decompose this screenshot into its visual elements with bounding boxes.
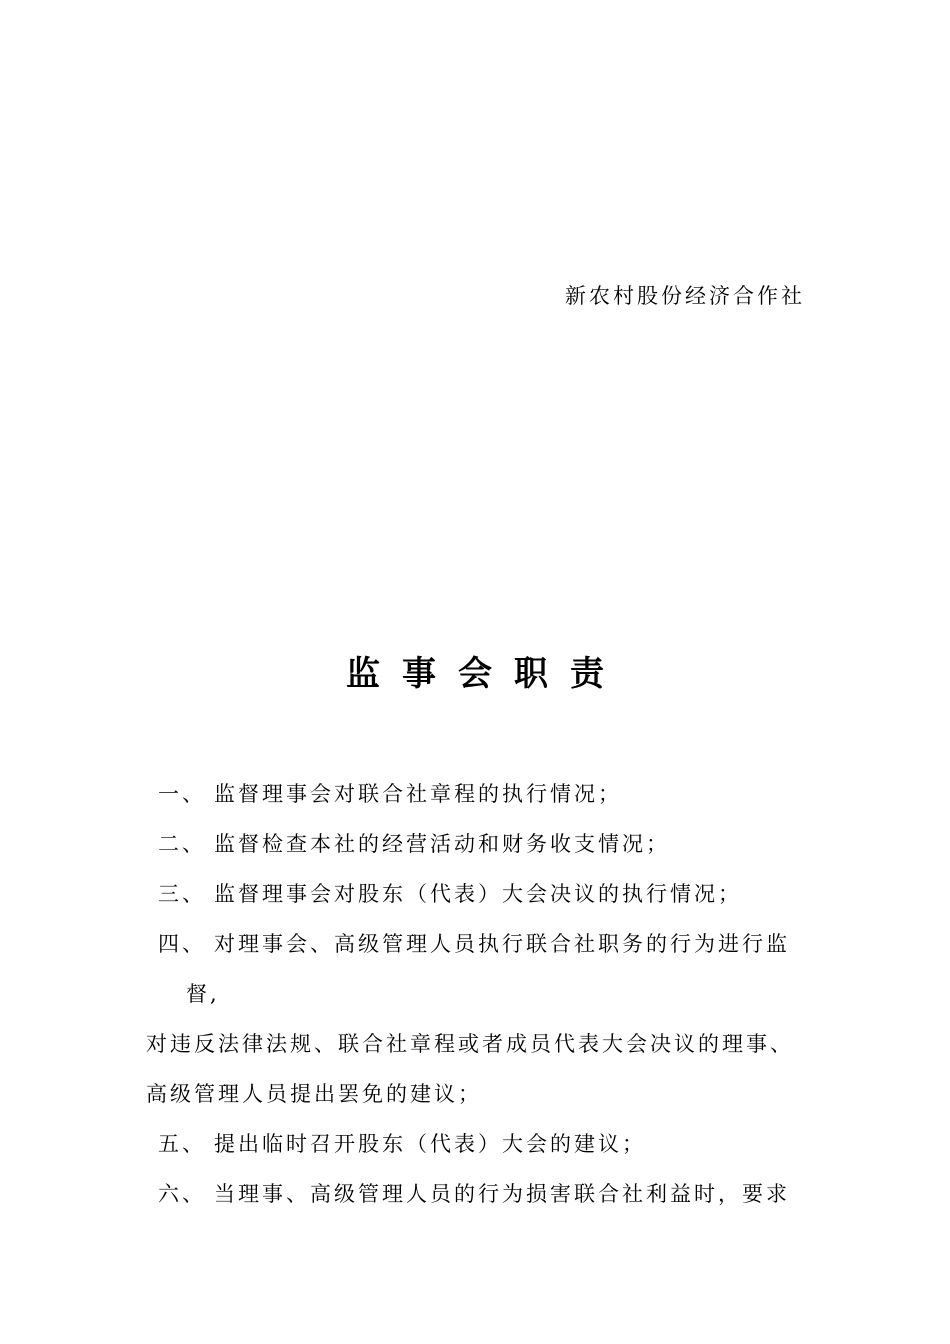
item-number: 一、 <box>158 782 206 806</box>
list-item <box>158 778 622 808</box>
organization-name: 新农村股份经济合作社 <box>565 284 805 308</box>
item-text: 当理事、高级管理人员的行为损害联合社利益时，要求 <box>214 1182 790 1206</box>
list-item <box>158 878 742 908</box>
list-item <box>158 928 790 958</box>
item-text: 监督检查本社的经营活动和财务收支情况； <box>214 832 670 856</box>
item-number: 二、 <box>158 832 206 856</box>
list-item <box>158 828 670 858</box>
item-number: 五、 <box>158 1132 206 1156</box>
item-text: 对理事会、高级管理人员执行联合社职务的行为进行监 <box>214 932 790 956</box>
page-title: 监事会职责 <box>346 654 626 694</box>
item-number: 四、 <box>158 932 206 956</box>
list-item <box>158 1128 646 1158</box>
list-item <box>158 1178 790 1208</box>
paragraph-line: 高级管理人员提出罢免的建议； <box>146 1082 482 1106</box>
item-text: 监督理事会对联合社章程的执行情况； <box>214 782 622 806</box>
item-text: 提出临时召开股东（代表）大会的建议； <box>214 1132 646 1156</box>
item-number: 三、 <box>158 882 206 906</box>
item-text: 监督理事会对股东（代表）大会决议的执行情况； <box>214 882 742 906</box>
item-number: 六、 <box>158 1182 206 1206</box>
paragraph-line: 对违反法律法规、联合社章程或者成员代表大会决议的理事、 <box>146 1032 794 1056</box>
item-continuation: 督, <box>186 982 220 1006</box>
